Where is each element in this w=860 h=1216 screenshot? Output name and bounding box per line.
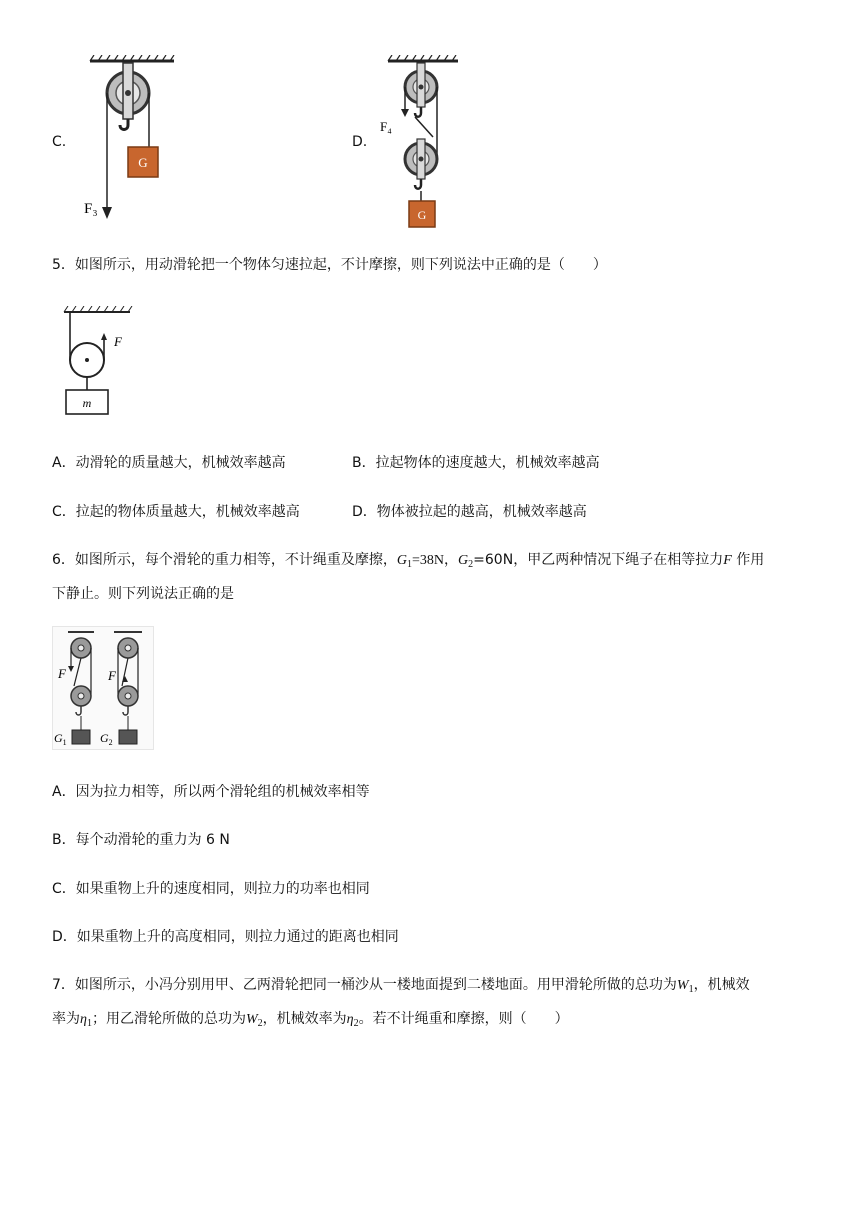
q6-stem-line1: 6．如图所示，每个滑轮的重力相等，不计绳重及摩擦，$G_1=38N$，$G_2=60N$，甲乙两种情况下绳子在相等拉力F 作用 (52, 552, 765, 570)
q5-option-b: B．拉起物体的速度越大，机械效率越高 (352, 455, 600, 471)
q5-mass-label: m (82, 396, 92, 410)
movable-pulley-figure (58, 306, 138, 418)
option-d-label: D. (352, 134, 368, 150)
option-c-label: C. (52, 134, 67, 150)
q5-option-d: D．物体被拉起的越高，机械效率越高 (352, 504, 587, 520)
weight-label-c: G (138, 155, 148, 170)
q6-fig-g1: $G_1$ (54, 731, 67, 747)
q6-fig-f-right: F (108, 668, 116, 683)
force-label-f3: F₃ (84, 201, 98, 217)
q6-option-d: D．如果重物上升的高度相同，则拉力通过的距离也相同 (52, 929, 399, 945)
two-pulley-systems-figure (52, 626, 154, 750)
q6-option-a: A．因为拉力相等，所以两个滑轮组的机械效率相等 (52, 784, 370, 800)
q7-stem-line1: 7．如图所示，小冯分别用甲、乙两滑轮把同一桶沙从一楼地面提到二楼地面。用甲滑轮所做的总功为$W_1$，机械效 (52, 977, 750, 995)
q5-stem: 5．如图所示，用动滑轮把一个物体匀速拉起，不计摩擦，则下列说法中正确的是（ ） (52, 257, 607, 273)
q6-stem-line2: 下静止。则下列说法正确的是 (52, 586, 234, 602)
q5-option-c: C．拉起的物体质量越大，机械效率越高 (52, 504, 300, 520)
fixed-pulley-figure-c (78, 55, 188, 225)
q5-force-label: F (114, 334, 122, 349)
q7-stem-line2: 率为$\eta_1$；用乙滑轮所做的总功为$W_2$，机械效率为$\eta_2$。若不计绳重和摩擦，则（ ） (52, 1011, 569, 1029)
force-label-f4: F₄ (380, 119, 392, 134)
weight-label-d: G (417, 208, 427, 222)
q6-option-b: B．每个动滑轮的重力为 6 N (52, 832, 230, 848)
q6-option-c: C．如果重物上升的速度相同，则拉力的功率也相同 (52, 881, 370, 897)
pulley-block-figure-d (378, 55, 468, 230)
q5-option-a: A．动滑轮的质量越大，机械效率越高 (52, 455, 286, 471)
q6-fig-g2: $G_2$ (100, 731, 113, 747)
q6-fig-f-left: F (58, 666, 66, 681)
